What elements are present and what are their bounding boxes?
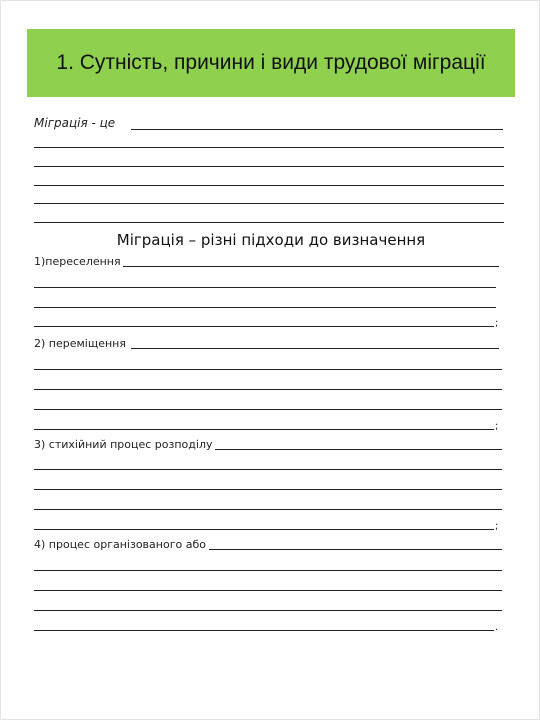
definition-label: Міграція - це: [34, 116, 116, 130]
answer-line[interactable]: [34, 185, 504, 186]
item-1-end-mark: ;: [495, 318, 499, 329]
item-3-end-mark: ;: [495, 521, 499, 532]
answer-line[interactable]: [34, 409, 502, 410]
answer-line[interactable]: [34, 203, 504, 204]
answer-line[interactable]: [34, 166, 504, 167]
answer-line[interactable]: [34, 429, 494, 430]
answer-line[interactable]: [34, 389, 502, 390]
answer-line[interactable]: [34, 307, 496, 308]
item-4-end-mark: .: [495, 622, 499, 633]
answer-line[interactable]: [34, 590, 502, 591]
answer-line[interactable]: [34, 369, 502, 370]
item-2-end-mark: ;: [495, 421, 499, 432]
answer-line[interactable]: [34, 469, 502, 470]
item-3-answer-line[interactable]: [215, 449, 502, 450]
section-heading: Міграція – різні підходи до визначення: [116, 231, 426, 249]
item-4-label: 4) процес організованого або: [34, 538, 206, 551]
answer-line[interactable]: [34, 570, 502, 571]
answer-line[interactable]: [34, 509, 502, 510]
answer-line[interactable]: [34, 326, 494, 327]
item-4-answer-line[interactable]: [209, 549, 502, 550]
answer-line[interactable]: [34, 147, 504, 148]
item-3-label: 3) стихійний процес розподілу: [34, 438, 213, 451]
item-1-answer-line[interactable]: [123, 266, 499, 267]
item-2-label: 2) переміщення: [34, 337, 126, 350]
answer-line[interactable]: [34, 489, 502, 490]
title-banner: [27, 29, 515, 97]
answer-line[interactable]: [34, 222, 504, 223]
item-1-label: 1)переселення: [34, 255, 121, 268]
item-2-answer-line[interactable]: [131, 348, 499, 349]
answer-line[interactable]: [34, 630, 494, 631]
definition-answer-line[interactable]: [131, 129, 503, 130]
answer-line[interactable]: [34, 287, 496, 288]
page-title: 1. Сутність, причини і види трудової міграції: [56, 51, 486, 74]
answer-line[interactable]: [34, 610, 502, 611]
answer-line[interactable]: [34, 529, 494, 530]
